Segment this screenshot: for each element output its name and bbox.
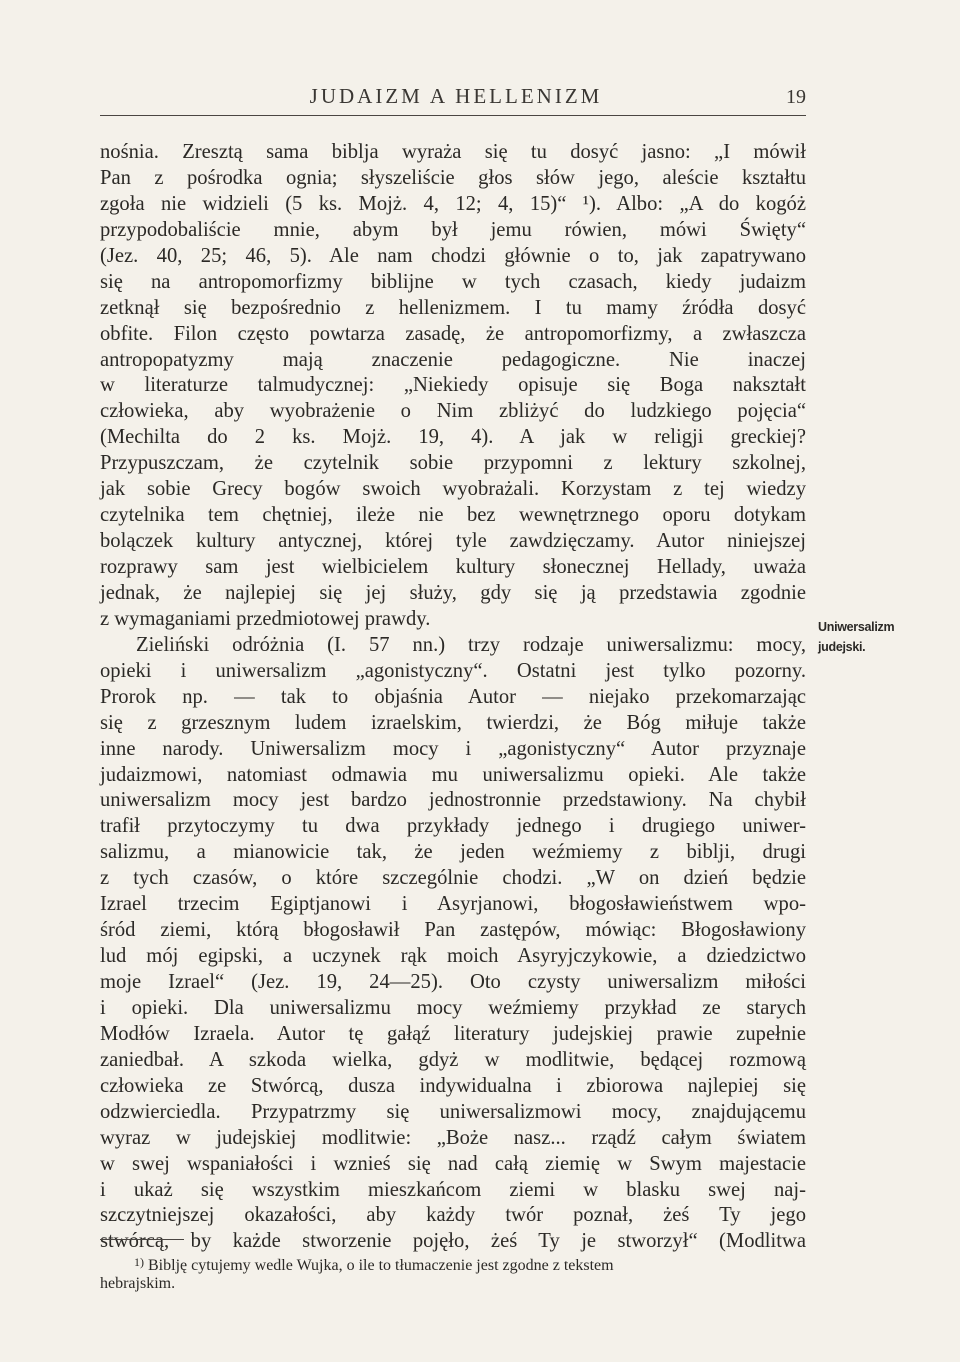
footnote-line [100,1252,806,1273]
page-number: 19 [786,86,806,108]
margin-notes [818,617,958,657]
text-line: moje Izrael“ (Jez. 19, 24—25). Oto czysty uniwersalizm miłości [100,971,806,993]
text-line: zetknął się bezpośrednio z hellenizmem. I tu mamy źródła dosyć [100,296,806,319]
text-line: zaniedbał. A szkoda wielka, gdyż w modlitwie, będącej rozmową [100,1048,806,1071]
text-line: lud mój egipski, a uczynek rąk moich Asyryjczykowie, a dziedzictwo [100,945,806,968]
text-line: się na antropomorfizmy biblijne w tych czasach, kiedy judaizm [100,270,806,293]
text-line: Prorok np. — tak to objaśnia Autor — niejako przekomarzając [100,685,806,708]
text-line: salizmu, a mianowicie tak, że jeden weźmiemy z biblji, drugi [100,841,806,864]
margin-note: Uniwersalizm [818,620,895,634]
text-line: uniwersalizm mocy jest bardzo jednostronnie przedstawiony. Na chybił [100,789,806,812]
header-rule [100,115,806,116]
text-line: jak sobie Grecy bogów swoich wyobrażali. Korzystam z tej wiedzy [100,478,806,501]
text-line: wyraz w judejskiej modlitwie: „Boże nasz... rządź całym światem [100,1126,806,1149]
text-line: obfite. Filon często powtarza zasadę, że antropomorfizmy, a zwłaszcza [100,322,806,345]
text-line: człowieka, aby wyobrażenie o Nim zbliżyć do ludzkiego pojęcia“ [100,400,806,423]
text-line: szczytniejszej okazałości, aby każdy twór poznał, żeś Ty jego [100,1204,806,1227]
text-line: opieki i uniwersalizm „agonistyczny“. Ostatni jest tylko pozorny. [100,659,806,682]
footnote [100,1252,806,1294]
text-line: czytelnika tem chętniej, ileże nie bez wewnętrznego oporu dotykam [100,504,806,527]
text-line: w literaturze talmudycznej: „Niekiedy opisuje się Boga nakształt [100,374,806,397]
text-line: i ukaż się wszystkim mieszkańcom ziemi w blasku swej naj- [100,1178,806,1201]
running-header [100,84,812,114]
footnote-rule [100,1239,184,1240]
text-line: stwórcą, by każde stworzenie pojęło, żeś Ty je stworzył“ (Modlitwa [100,1230,806,1253]
text-line: (Jez. 40, 25; 46, 5). Ale nam chodzi głównie o to, jak zapatrywano [100,244,806,267]
text-line: bolączek kultury antycznej, której tyle zawdzięczamy. Autor niniejszej [100,530,806,553]
text-line: zgoła nie widzieli (5 ks. Mojż. 4, 12; 4, 15)“ ¹). Albo: „A do kogóż [100,192,806,215]
body-text [100,140,806,1255]
text-line: nośnia. Zresztą sama biblja wyraża się tu dosyć jasno: „I mówił [100,141,806,163]
text-line: jednak, że najlepiej się jej służy, gdy się ją przedstawia zgodnie [100,581,806,604]
text-line: i opieki. Dla uniwersalizmu mocy weźmiemy przykład ze starych [100,996,806,1019]
footnote-text: Biblję cytujemy wedle Wujka, o ile to tłumaczenie jest zgodne z tekstem [148,1257,614,1274]
text-line: judaizmowi, natomiast odmawia mu uniwersalizmu opieki. Ale także [100,763,806,786]
text-line: Przypuszczam, że czytelnik sobie przypomni z lektury szkolnej, [100,452,806,475]
text-line: (Mechilta do 2 ks. Mojż. 19, 4). A jak w religji greckiej? [100,426,806,449]
text-line: w swej wspaniałości i wznieś się nad całą ziemię w Swym majestacie [100,1152,806,1175]
text-line: Zieliński odróżnia (I. 57 nn.) trzy rodzaje uniwersalizmu: mocy, [136,633,806,656]
running-title: JUDAIZM A HELLENIZM [309,84,603,108]
text-line: Izrael trzecim Egiptjanowi i Asyrjanowi, błogosławieństwem wpo- [100,893,806,916]
text-line: przypodobaliście mnie, abym był jemu rówien, mówi Święty“ [100,218,806,241]
margin-note: judejski. [818,640,866,654]
footnote-line: hebrajskim. [100,1275,176,1292]
text-line: z wymaganiami przedmiotowej prawdy. [100,607,431,630]
text-line: się z grzesznym ludem izraelskim, twierdzi, że Bóg miłuje także [100,711,806,734]
text-line: śród ziemi, którą błogosławił Pan zastępów, mówiąc: Błogosławiony [100,919,806,942]
text-line: rozprawy sam jest wielbicielem kultury słonecznej Hellady, uważa [100,556,806,578]
text-line: Pan z pośrodka ognia; słyszeliście głos słów jego, aleście kształtu [100,166,806,189]
text-line: trafił przytoczymy tu dwa przykłady jednego i drugiego uniwer- [100,815,806,838]
text-line: Modłów Izraela. Autor tę gałąź literatury judejskiej prawie zupełnie [100,1022,806,1045]
text-line: odzwierciedla. Przypatrzmy się uniwersalizmowi mocy, znajdującemu [100,1100,806,1123]
text-line: inne narody. Uniwersalizm mocy i „agonistyczny“ Autor przyznaje [100,737,806,760]
text-line: człowieka ze Stwórcą, dusza indywidualna i zbiorowa najlepiej się [100,1074,806,1097]
footnote-mark: 1) [134,1255,144,1269]
text-line: antropopatyzmy mają znaczenie pedagogiczne. Nie inaczej [100,348,806,371]
text-line: z tych czasów, o które szczególnie chodzi. „W on dzień będzie [100,867,806,890]
